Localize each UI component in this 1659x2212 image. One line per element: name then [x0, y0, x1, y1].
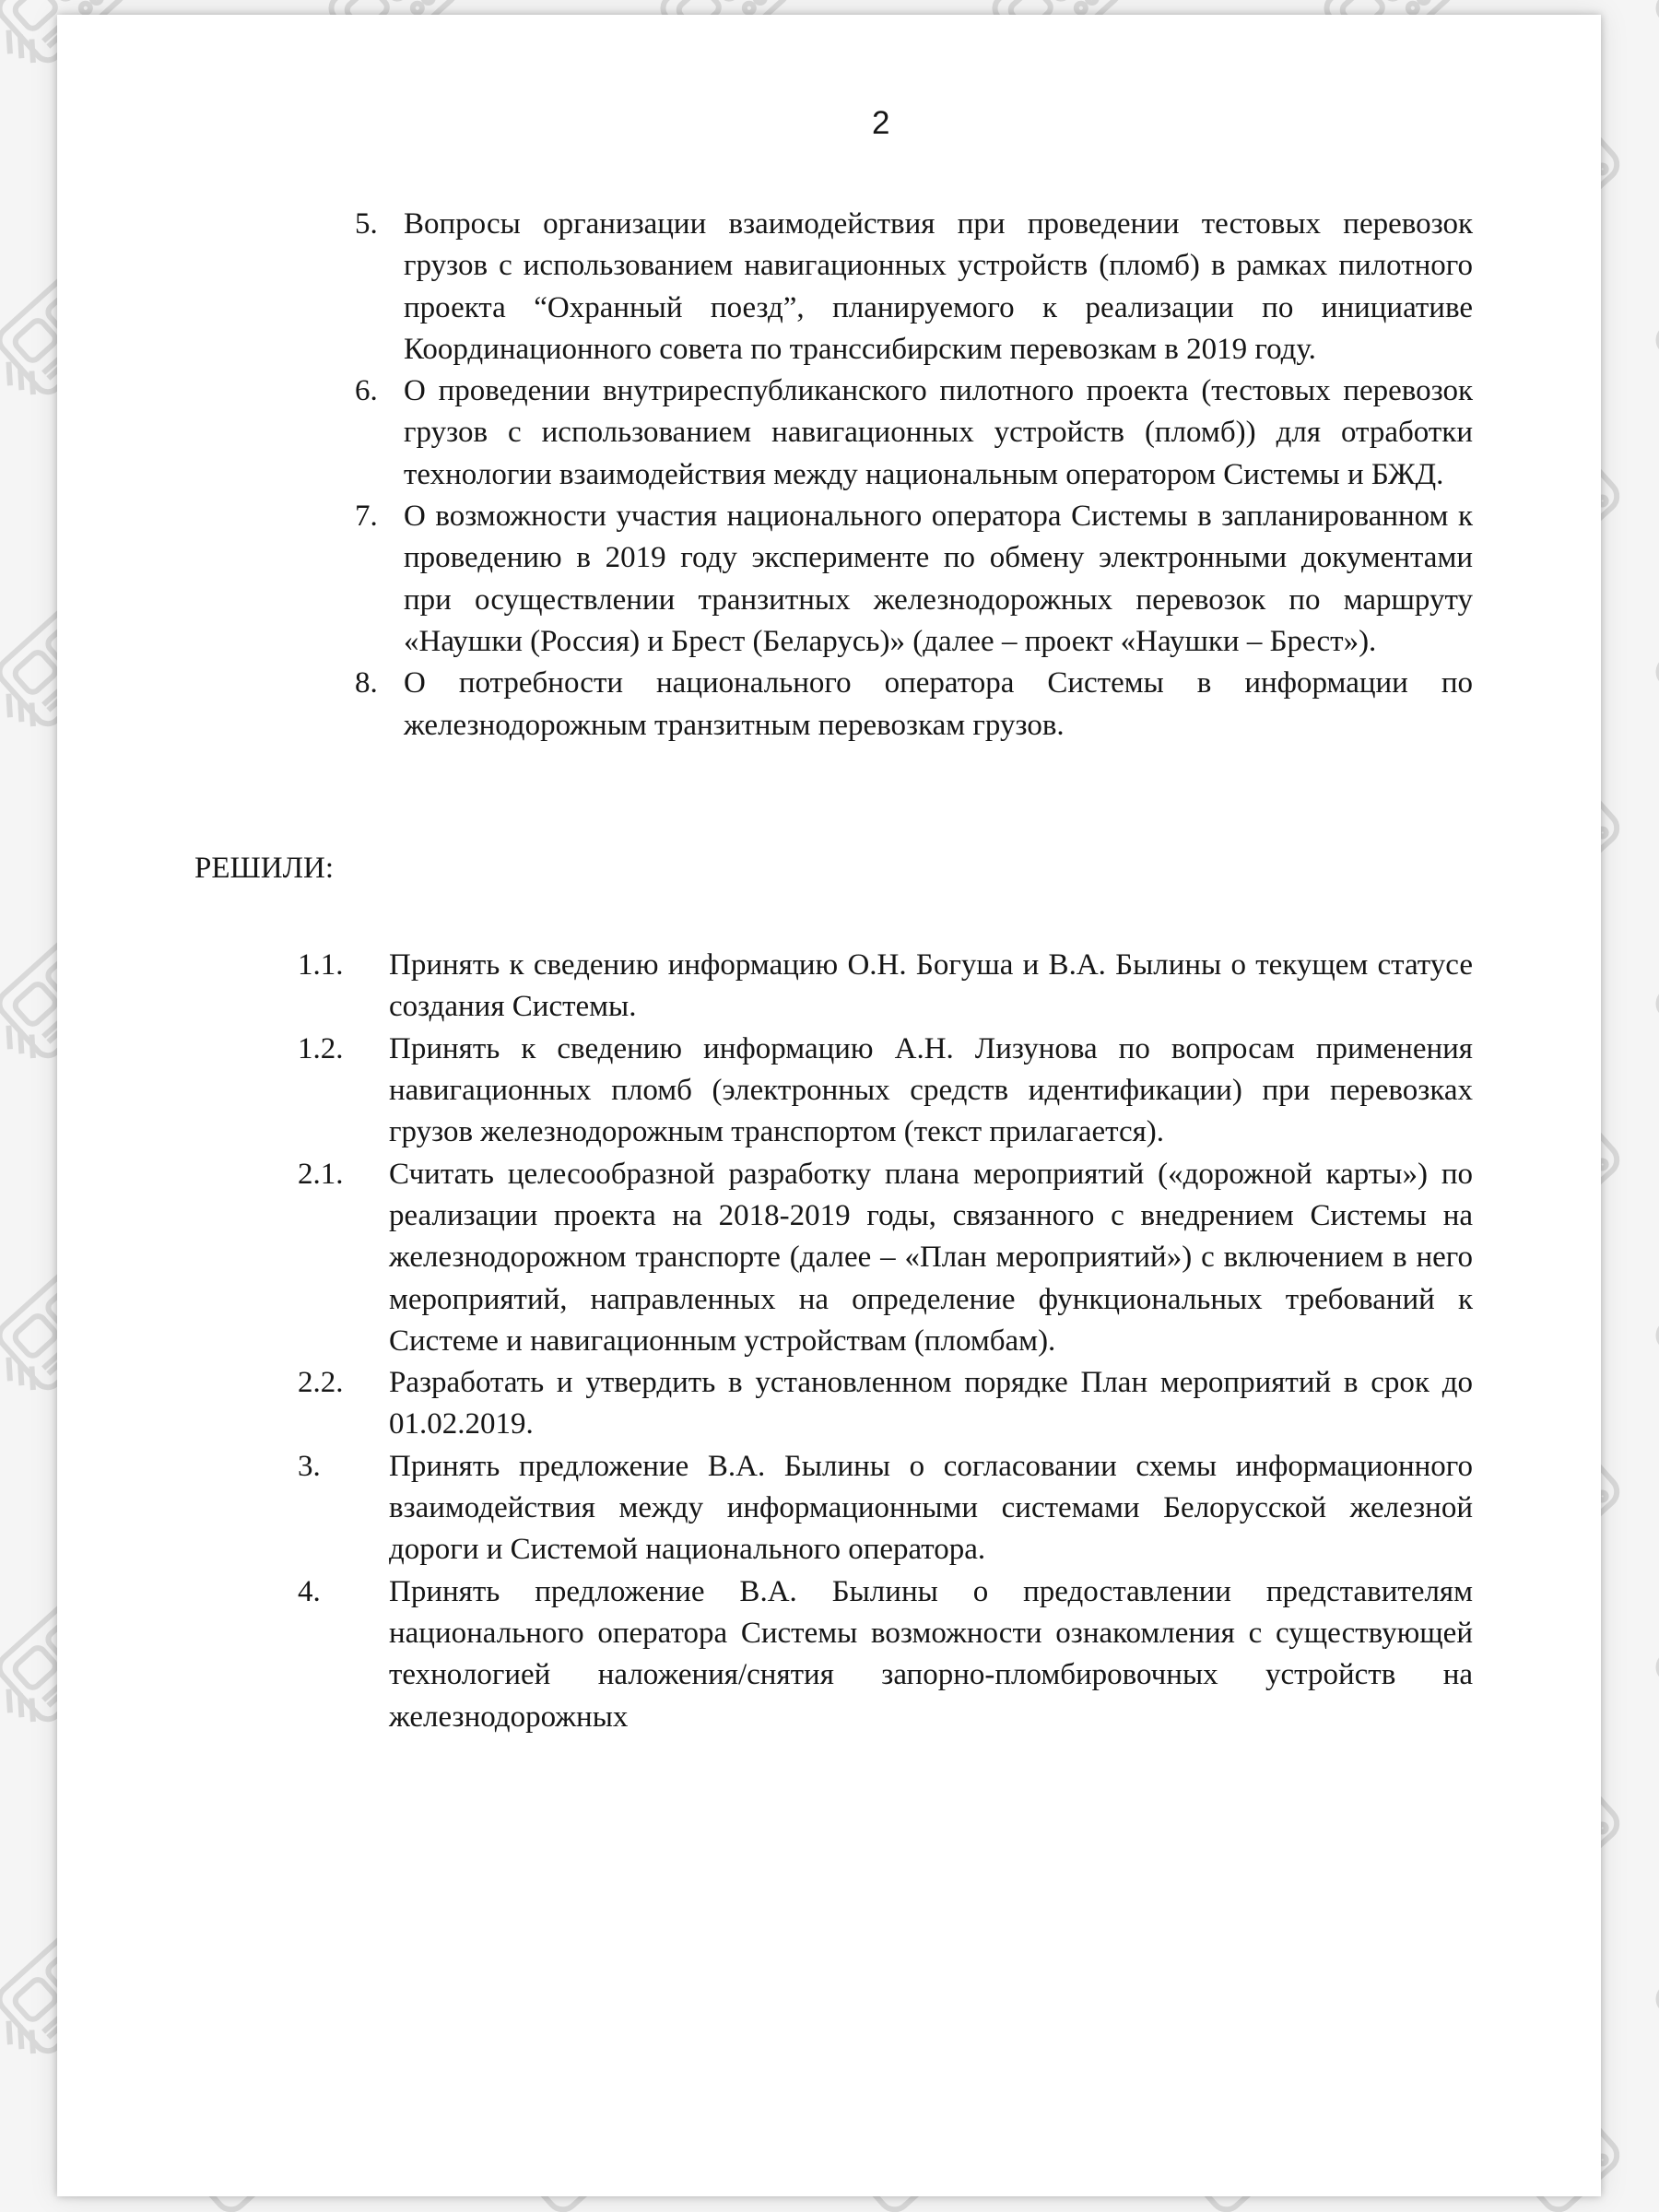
item-marker: 3. [298, 1449, 321, 1483]
agenda-item-5 [57, 204, 1601, 371]
item-marker: 4. [298, 1574, 321, 1608]
item-text: О возможности участия национального оператора Системы в запланированном к проведению в 2019 году эксперименте по обмену электронными документами при осуществлении транзитных железнодорожных перевозок по маршруту «Наушки (Россия) и Брест (Беларусь)» (далее – проект «Наушки – Брест»). [404, 500, 1473, 658]
agenda-item-6 [57, 371, 1601, 496]
item-text: Считать целесообразной разработку плана мероприятий («дорожной карты») по реализации проекта на 2018-2019 годы, связанного с внедрением Системы на железнодорожном транспорте (далее – «План мероприятий») с включением в него мероприятий, направленных на определение функциональных требований к Системе и навигационным устройствам (пломбам). [389, 1157, 1473, 1358]
item-text: Принять к сведению информацию А.Н. Лизунова по вопросам применения навигационных пломб (электронных средств идентификации) при перевозках грузов железнодорожным транспортом (текст прилагается). [389, 1031, 1473, 1149]
decision-item-2-2 [57, 1362, 1601, 1446]
document-page [57, 15, 1601, 2196]
item-text: Принять предложение В.А. Былины о согласовании схемы информационного взаимодействия между информационными системами Белорусской железной дороги и Системой национального оператора. [389, 1449, 1473, 1567]
item-marker: 8. [355, 666, 378, 700]
page-content [57, 204, 1601, 1738]
agenda-item-7 [57, 496, 1601, 663]
item-text: Вопросы организации взаимодействия при проведении тестовых перевозок грузов с использованием навигационных устройств (пломб) в рамках пилотного проекта “Охранный поезд”, планируемого к реализации по инициативе Координационного совета по транссибирским перевозкам в 2019 году. [404, 207, 1473, 366]
item-text: Принять к сведению информацию О.Н. Богуша и В.А. Былины о текущем статусе создания Системы. [389, 948, 1473, 1024]
item-text: О проведении внутриреспубликанского пилотного проекта (тестовых перевозок грузов с использованием навигационных устройств (пломб)) для отработки технологии взаимодействия между национальным оператором Системы и БЖД. [404, 374, 1473, 491]
page-number: 2 [872, 105, 890, 141]
decision-heading: РЕШИЛИ: [194, 851, 335, 885]
item-marker: 1.1. [298, 948, 344, 982]
item-text: О потребности национального оператора Системы в информации по железнодорожным транзитным перевозкам грузов. [404, 666, 1473, 742]
decision-item-3 [57, 1446, 1601, 1571]
item-marker: 2.2. [298, 1366, 344, 1400]
decision-item-4 [57, 1571, 1601, 1738]
item-marker: 2.1. [298, 1157, 344, 1191]
item-marker: 7. [355, 500, 378, 534]
decision-item-2-1 [57, 1154, 1601, 1362]
item-marker: 6. [355, 374, 378, 408]
decision-item-1-1 [57, 945, 1601, 1029]
item-text: Принять предложение В.А. Былины о предоставлении представителям национального оператора Системы возможности ознакомления с существующей технологией наложения/снятия запорно-пломбировочных устройств на железнодорожных [389, 1574, 1473, 1734]
item-marker: 1.2. [298, 1031, 344, 1065]
item-text: Разработать и утвердить в установленном порядке План мероприятий в срок до 01.02.2019. [389, 1366, 1473, 1441]
agenda-item-8 [57, 663, 1601, 747]
decision-item-1-2 [57, 1029, 1601, 1154]
item-marker: 5. [355, 207, 378, 241]
decision-list [57, 945, 1601, 1738]
